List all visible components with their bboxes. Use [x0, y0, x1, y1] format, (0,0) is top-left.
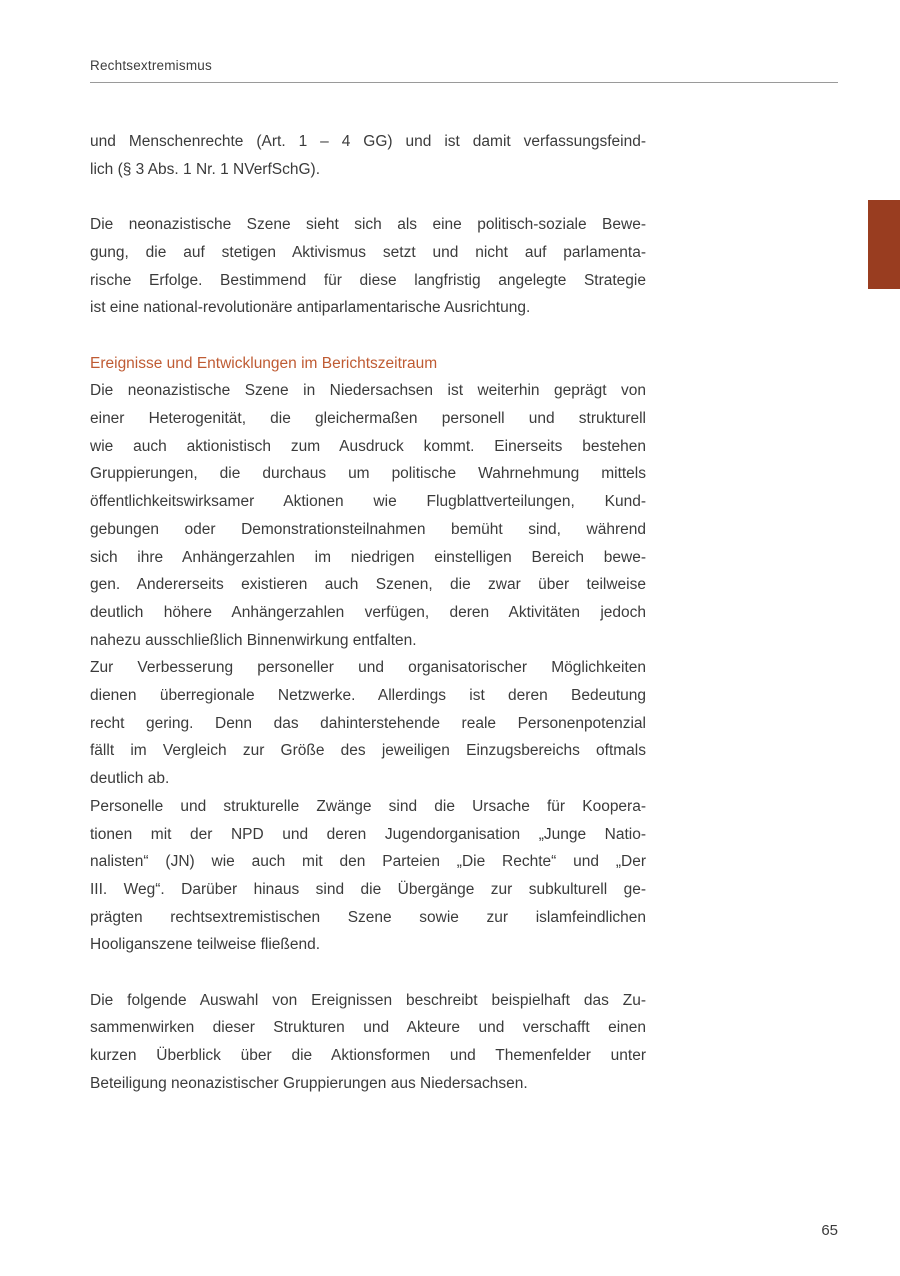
text-line: tionen mit der NPD und deren Jugendorganisation „Junge Natio-	[90, 825, 646, 843]
text-line: gung, die auf stetigen Aktivismus setzt und nicht auf parlamenta-	[90, 243, 646, 261]
text-line: Personelle und strukturelle Zwänge sind die Ursache für Koopera-	[90, 797, 646, 815]
text-line: gen. Andererseits existieren auch Szenen, die zwar über teilweise	[90, 576, 646, 594]
text-line: sammenwirken dieser Strukturen und Akteure und verschafft einen	[90, 1019, 646, 1037]
text-line: Die neonazistische Szene sieht sich als eine politisch-soziale Bewe-	[90, 216, 646, 234]
text-line: einer Heterogenität, die gleichermaßen personell und strukturell	[90, 410, 646, 427]
body-paragraph	[90, 377, 646, 654]
section-heading	[90, 350, 646, 378]
text-line: lich (§ 3 Abs. 1 Nr. 1 NVerfSchG).	[90, 160, 321, 178]
text-line: Die folgende Auswahl von Ereignissen beschreibt beispielhaft das Zu-	[90, 991, 646, 1009]
body-paragraph	[90, 987, 646, 1098]
text-line: Zur Verbesserung personeller und organisatorischer Möglichkeiten	[90, 659, 646, 677]
text-line: dienen überregionale Netzwerke. Allerdings ist deren Bedeutung	[90, 687, 646, 705]
body-paragraph	[90, 793, 646, 959]
text-line: wie auch aktionistisch zum Ausdruck kommt. Einerseits bestehen	[90, 437, 646, 455]
text-line: ist eine national-revolutionäre antiparlamentarische Ausrichtung.	[90, 299, 531, 317]
text-line: öffentlichkeitswirksamer Aktionen wie Flugblattverteilungen, Kund-	[90, 493, 646, 511]
text-line: deutlich höhere Anhängerzahlen verfügen, deren Aktivitäten jedoch	[90, 603, 646, 621]
running-header	[90, 58, 838, 83]
text-line: rische Erfolge. Bestimmend für diese langfristig angelegte Strategie	[90, 271, 646, 289]
text-line: fällt im Vergleich zur Größe des jeweiligen Einzugsbereichs oftmals	[90, 742, 646, 760]
text-line: Hooliganszene teilweise fließend.	[90, 936, 321, 954]
body-column	[90, 128, 646, 1098]
running-header-title: Rechtsextremismus	[90, 58, 212, 73]
text-line: und Menschenrechte (Art. 1 – 4 GG) und ist damit verfassungsfeind-	[90, 133, 646, 150]
text-line: Die neonazistische Szene in Niedersachsen ist weiterhin geprägt von	[90, 382, 646, 400]
text-line: prägten rechtsextremistischen Szene sowie zur islamfeindlichen	[90, 908, 646, 926]
text-line: Gruppierungen, die durchaus um politische Wahrnehmung mittels	[90, 465, 646, 483]
page-number: 65	[821, 1222, 838, 1239]
text-line: Beteiligung neonazistischer Gruppierungen aus Niedersachsen.	[90, 1074, 528, 1092]
text-line: kurzen Überblick über die Aktionsformen und Themenfelder unter	[90, 1047, 646, 1065]
text-line: III. Weg“. Darüber hinaus sind die Übergänge zur subkulturell ge-	[90, 880, 646, 898]
text-line: Ereignisse und Entwicklungen im Berichtszeitraum	[90, 354, 438, 372]
body-paragraph	[90, 128, 646, 183]
text-line: deutlich ab.	[90, 770, 170, 788]
body-paragraph	[90, 211, 646, 322]
text-line: nahezu ausschließlich Binnenwirkung entfalten.	[90, 631, 417, 649]
chapter-tab-marker	[868, 200, 900, 289]
text-line: gebungen oder Demonstrationsteilnahmen bemüht sind, während	[90, 520, 646, 538]
text-line: nalisten“ (JN) wie auch mit den Parteien „Die Rechte“ und „Der	[90, 853, 646, 871]
text-line: sich ihre Anhängerzahlen im niedrigen einstelligen Bereich bewe-	[90, 548, 646, 566]
body-paragraph	[90, 654, 646, 793]
text-line: recht gering. Denn das dahinterstehende reale Personenpotenzial	[90, 714, 646, 732]
